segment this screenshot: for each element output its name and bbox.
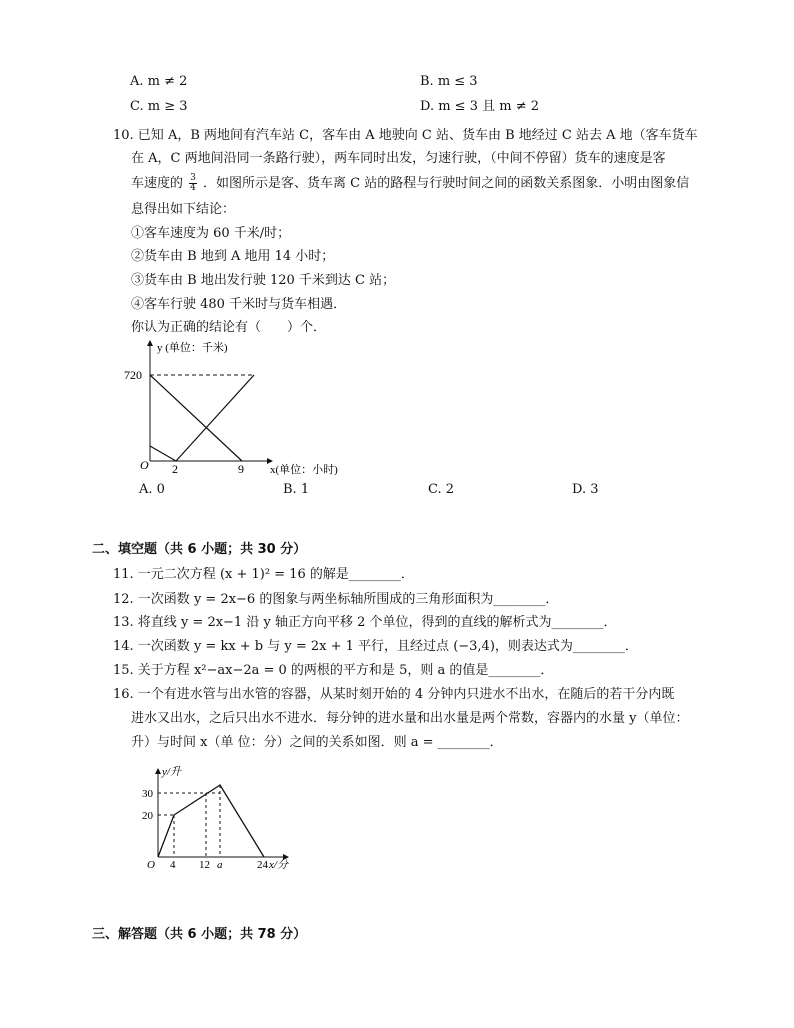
q10-question: 你认为正确的结论有（ ）个． [131, 320, 327, 335]
q10-distance-time-graph [124, 335, 370, 480]
q10-origin: O [140, 458, 149, 472]
q9-option-b: B. m ≤ 3 [420, 74, 478, 89]
fraction-numerator: 3 [190, 173, 196, 183]
q16-line-1: 16. 一个有进水管与出水管的容器，从某时刻开始的 4 分钟内只进水不出水，在随后的若干分内既 [113, 687, 675, 702]
q10-line-3-pre: 车速度的 [131, 176, 184, 191]
q10-conclusion-4: ④客车行驶 480 千米时与货车相遇． [131, 297, 347, 312]
q9-option-d: D. m ≤ 3 且 m ≠ 2 [420, 99, 539, 114]
q16-water-volume-graph [138, 765, 298, 875]
q16-line-2: 进水又出水，之后只出水不进水．每分钟的进水量和出水量是两个常数，容器内的水量 y（单位： [131, 711, 689, 726]
q16-line-3: 升）与时间 x（单 位：分）之间的关系如图．则 a = ________． [131, 735, 503, 750]
q10-truck-line [150, 375, 254, 461]
q10-x-tick-2: 2 [172, 462, 178, 476]
q10-line-1: 10. 已知 A，B 两地间有汽车站 C，客车由 A 地驶向 C 站、货车由 B 地经过 C 站去 A 地（客车货车 [113, 128, 698, 143]
q10-option-d: D. 3 [572, 482, 599, 497]
q13: 13. 将直线 y = 2x−1 沿 y 轴正方向平移 2 个单位，得到的直线的解析式为________． [113, 615, 617, 630]
q15: 15. 关于方程 x²−ax−2a = 0 的两根的平方和是 5，则 a 的值是________． [113, 663, 554, 678]
q12: 12. 一次函数 y = 2x−6 的图象与两坐标轴所围成的三角形面积为________． [113, 592, 559, 607]
q16-x-tick-4: 4 [170, 859, 176, 871]
q11: 11. 一元二次方程 (x + 1)² = 16 的解是________． [113, 567, 414, 582]
q16-x-tick-a: a [217, 859, 223, 871]
q10-bus-line [150, 375, 242, 461]
q10-line-3 [131, 174, 689, 194]
q16-y-tick-30: 30 [142, 788, 153, 800]
q16-y-label: y/升 [162, 766, 181, 778]
q10-conclusion-3: ③货车由 B 地出发行驶 120 千米到达 C 站； [131, 273, 396, 288]
q9-option-c: C. m ≥ 3 [130, 99, 188, 114]
q10-x-tick-9: 9 [238, 462, 244, 476]
q16-x-tick-12: 12 [199, 859, 210, 871]
section-3-title: 三、解答题（共 6 小题；共 78 分） [92, 927, 307, 942]
q10-line-2: 在 A，C 两地间沿同一条路行驶），两车同时出发，匀速行驶，（中间不停留）货车的速度是客 [131, 151, 666, 166]
q16-x-label: x/分 [269, 859, 288, 871]
q16-origin: O [147, 859, 155, 871]
q10-option-c: C. 2 [428, 482, 455, 497]
fraction-denominator: 4 [190, 183, 196, 193]
q16-x-tick-24: 24 [257, 859, 268, 871]
q10-conclusion-2: ②货车由 B 地到 A 地用 14 小时； [131, 249, 335, 264]
q10-y-tick-720: 720 [124, 368, 142, 382]
q10-option-b: B. 1 [283, 482, 310, 497]
section-2-title: 二、填空题（共 6 小题；共 30 分） [92, 542, 307, 557]
q14: 14. 一次函数 y = kx + b 与 y = 2x + 1 平行，且经过点 (−3,4)，则表达式为________． [113, 639, 638, 654]
q10-y-label: y (单位：千米) [157, 342, 228, 354]
fraction-3-4 [189, 174, 197, 193]
q10-line-3-post: ．如图所示是客、货车离 C 站的路程与行驶时间之间的函数关系图象．小明由图象信 [203, 176, 690, 191]
q10-conclusion-1: ①客车速度为 60 千米/时； [131, 226, 291, 241]
q9-option-a: A. m ≠ 2 [130, 74, 188, 89]
q16-y-tick-20: 20 [142, 810, 153, 822]
q10-x-label: x(单位：小时) [270, 464, 338, 476]
q10-line-4: 息得出如下结论： [131, 202, 236, 217]
q10-option-a: A. 0 [139, 482, 165, 497]
